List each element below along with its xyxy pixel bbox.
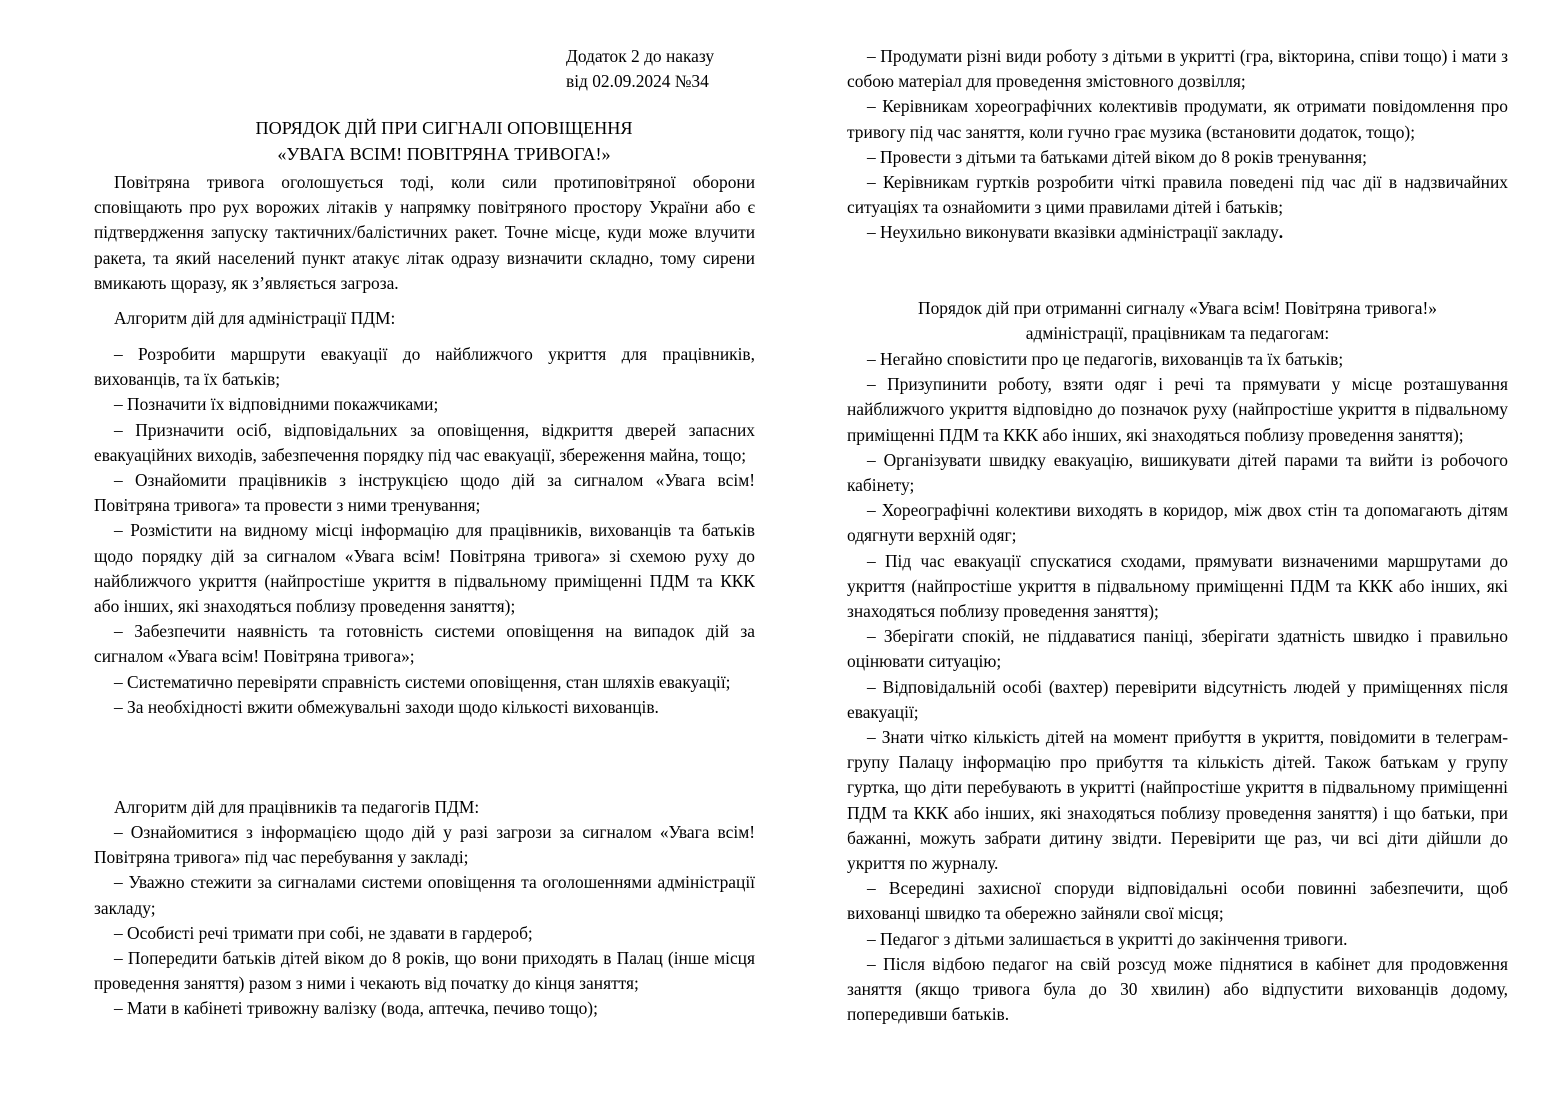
- staff-section-heading: Алгоритм дій для працівників та педагогів ПДМ:: [114, 797, 480, 817]
- list-item-text: – Неухильно виконувати вказівки адміністрації закладу: [867, 222, 1279, 243]
- list-item: – Ознайомити працівників з інструкцією щодо дій за сигналом «Увага всім! Повітряна тривога» та провести з ними тренування;: [94, 470, 755, 516]
- list-item: – Керівникам хореографічних колективів продумати, як отримати повідомлення про тривогу під час заняття, коли гучно грає музика (встановити додаток, тощо);: [847, 96, 1508, 142]
- list-item: – Педагог з дітьми залишається в укритті до закінчення тривоги.: [867, 928, 1348, 949]
- list-item: – Розробити маршрути евакуації до найближчого укриття для працівників, вихованців, та їх батьків;: [94, 344, 755, 390]
- list-item: – За необхідності вжити обмежувальні заходи щодо кількості вихованців.: [114, 696, 659, 717]
- list-item: – Призначити осіб, відповідальних за оповіщення, відкриття дверей запасних евакуаційних виходів, забезпечення порядку під час евакуації, збереження майна, тощо;: [94, 419, 755, 465]
- list-item: – Призупинити роботу, взяти одяг і речі та прямувати у місце розташування найближчого укриття відповідно до позначок руху (найпростіше укриття в підвальному приміщенні ПДМ та ККК або інших, які знаходяться поблизу проведення заняття);: [847, 374, 1508, 445]
- list-item: – Систематично перевіряти справність системи оповіщення, стан шляхів евакуації;: [114, 671, 731, 692]
- list-item: – Продумати різні види роботу з дітьми в укритті (гра, вікторина, співи тощо) і мати з собою матеріал для проведення змістовного дозвілля;: [847, 46, 1508, 92]
- addendum-note: [566, 44, 766, 94]
- list-item: – Попередити батьків дітей віком до 8 років, що вони приходять в Палац (інше місця проведення заняття) разом з ними і чекають від початку до кінця заняття;: [94, 948, 755, 994]
- admin-list: [94, 342, 755, 720]
- alert-section: [847, 296, 1508, 346]
- list-item: – Керівникам гуртків розробити чіткі правила поведені під час дії в надзвичайних ситуаціях та ознайомити з цими правилами дітей і батьків;: [847, 172, 1508, 218]
- list-item: – Зберігати спокій, не піддаватися паніці, зберігати здатність швидко і правильно оцінювати ситуацію;: [847, 626, 1508, 672]
- title-line-2: «УВАГА ВСІМ! ПОВІТРЯНА ТРИВОГА!»: [277, 143, 611, 164]
- list-item: – Провести з дітьми та батьками дітей віком до 8 років тренування;: [867, 146, 1367, 167]
- list-item: – Відповідальній особі (вахтер) перевірити відсутність людей у приміщеннях після евакуації;: [847, 676, 1508, 722]
- addendum-line-2: від 02.09.2024 №34: [566, 71, 709, 91]
- list-item: – Розмістити на видному місці інформацію для працівників, вихованців та батьків щодо порядку дій за сигналом «Увага всім! Повітряна тривога» зі схемою руху до найближчого укриття (найпростіше укриття в підвальному приміщенні ПДМ та ККК або інших, які знаходяться поблизу проведення заняття);: [94, 520, 755, 617]
- list-item: – Хореографічні колективи виходять в коридор, між двох стін та допомагають дітям одягнути верхній одяг;: [847, 500, 1508, 546]
- list-item: – Особисті речі тримати при собі, не здавати в гардероб;: [114, 922, 533, 943]
- addendum-line-1: Додаток 2 до наказу: [566, 46, 715, 66]
- list-item: – Позначити їх відповідними покажчиками;: [114, 394, 439, 415]
- staff-section: [94, 795, 755, 820]
- list-item: – Всередині захисної споруди відповідальні особи повинні забезпечити, щоб вихованці швидко та обережно зайняли свої місця;: [847, 878, 1508, 924]
- list-item: – Організувати швидку евакуацію, вишикувати дітей парами та вийти із робочого кабінету;: [847, 449, 1508, 496]
- list-item: – Негайно сповістити про це педагогів, вихованців та їх батьків;: [867, 349, 1344, 369]
- list-item: – Уважно стежити за сигналами системи оповіщення та оголошеннями адміністрації закладу;: [94, 872, 755, 918]
- admin-section: [94, 306, 755, 331]
- intro-paragraph: Повітряна тривога оголошується тоді, коли сили протиповітряної оборони сповіщають про рух ворожих літаків у напрямку повітряного простору України або є підтвердження запуску тактичних/балістичних ракет. Точне місце, куди може влучити ракета, та який населений пункт атакує літак одразу визначити складно, тому сирени вмикають щоразу, як з’являється загроза.: [94, 172, 755, 293]
- admin-section-heading: Алгоритм дій для адміністрації ПДМ:: [114, 308, 396, 328]
- list-item-period: .: [1278, 222, 1284, 243]
- staff-list-left: [94, 820, 755, 1022]
- list-item: – Забезпечити наявність та готовність системи оповіщення на випадок дій за сигналом «Увага всім! Повітряна тривога»;: [94, 621, 755, 667]
- list-item: – Під час евакуації спускатися сходами, прямувати визначеними маршрутами до укриття (найпростіше укриття в підвальному приміщенні ПДМ та ККК або інших, які знаходяться поблизу проведення заняття);: [847, 550, 1508, 622]
- list-item: – Мати в кабінеті тривожну валізку (вода, аптечка, печиво тощо);: [114, 998, 598, 1019]
- alert-heading-line-1: Порядок дій при отриманні сигналу «Увага всім! Повітряна тривога!»: [918, 298, 1437, 318]
- intro-block: [94, 170, 755, 296]
- list-item: [847, 220, 1508, 245]
- alert-list: [847, 347, 1508, 1027]
- title-line-1: ПОРЯДОК ДІЙ ПРИ СИГНАЛІ ОПОВІЩЕННЯ: [255, 118, 633, 138]
- alert-heading-line-2: адміністрації, працівникам та педагогам:: [1025, 323, 1330, 344]
- list-item: – Ознайомитися з інформацією щодо дій у разі загрози за сигналом «Увага всім! Повітряна тривога» під час перебування у закладі;: [94, 822, 755, 868]
- list-item: – Після відбою педагог на свій розсуд може піднятися в кабінет для продовження заняття (якщо тривога була до 30 хвилин) або відпустити вихованців додому, попередивши батьків.: [847, 953, 1508, 1025]
- document-title: [94, 116, 794, 167]
- list-item: – Знати чітко кількість дітей на момент прибуття в укриття, повідомити в телеграм-групу Палацу інформацію про прибуття та кількість дітей. Також батькам у групу гуртка, що діти перебувають в укритті (найпростіше укриття в підвальному приміщенні ПДМ та ККК або інших, які знаходяться поблизу проведення заняття) і що батьки, при бажанні, можуть забрати дитину звідти. Перевірити ще раз, чи всі діти дійшли до укриття по журналу.: [847, 727, 1508, 874]
- staff-list-right: [847, 44, 1508, 246]
